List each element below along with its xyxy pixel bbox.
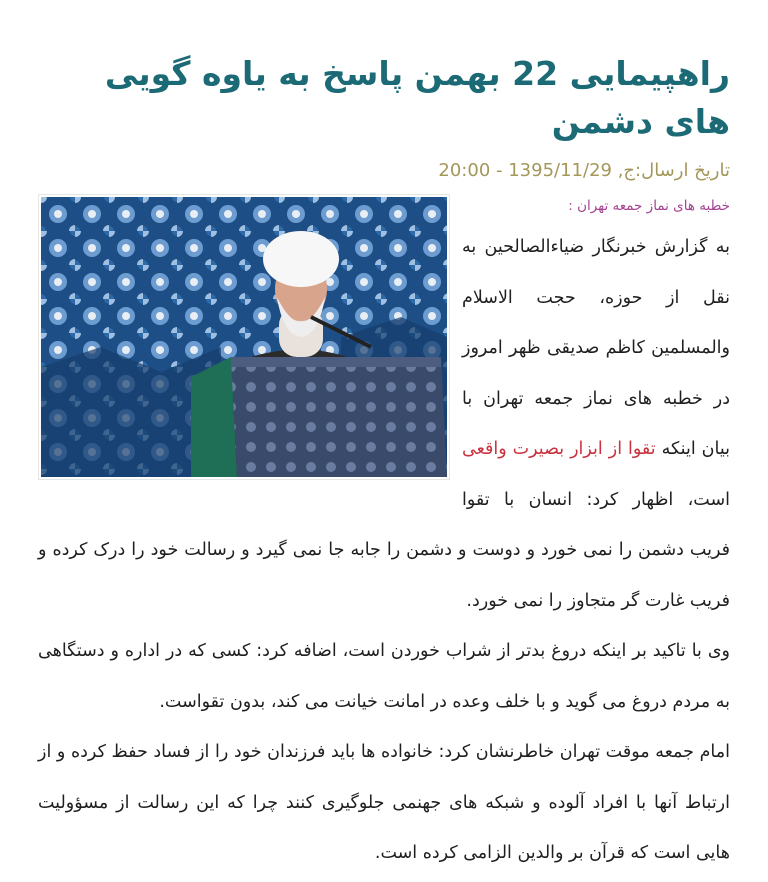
highlighted-phrase: تقوا از ابزار بصیرت واقعی <box>462 439 656 459</box>
paragraph-text: به گزارش خبرنگار ضیاءالصالحین به نقل از حوزه، حجت الاسلام والمسلمین کاظم صدیقی ظهر امروز در خطبه های نماز جمعه تهران با بیان اینکه <box>462 237 730 459</box>
paragraph: وی با تاکید بر اینکه دروغ بدتر از شراب خوردن است، اضافه کرد: کسی که در اداره و دستگاهی به مردم دروغ می گوید و با خلف وعده در امانت خیانت می کند، بدون تقواست. <box>38 641 730 712</box>
publish-date: تاریخ ارسال:ج, 1395/11/29 - 20:00 <box>438 160 730 181</box>
article-photo <box>38 194 450 480</box>
article-category[interactable]: خطبه های نماز جمعه تهران : <box>568 198 730 214</box>
paragraph-text: است، اظهار کرد: انسان با تقوا فریب دشمن را نمی خورد و دوست و دشمن را جابه جا نمی گیرد و رسالت خود را درک کرده و فریب غارت گر متجاوز را نمی خورد. <box>38 489 730 611</box>
article-title: راهپیمایی 22 بهمن پاسخ به یاوه گویی های دشمن <box>104 54 730 141</box>
paragraph: امام جمعه موقت تهران خاطرنشان کرد: خانواده ها باید فرزندان خود را از فساد حفظ کرده و از ارتباط آنها با افراد آلوده و شبکه های جهنمی جلوگیری کنند چرا که این رسالت از مسؤولیت هایی است که قرآن بر والدین الزامی کرده است. <box>38 742 730 863</box>
photo-image <box>41 197 447 477</box>
article-content <box>38 194 730 879</box>
